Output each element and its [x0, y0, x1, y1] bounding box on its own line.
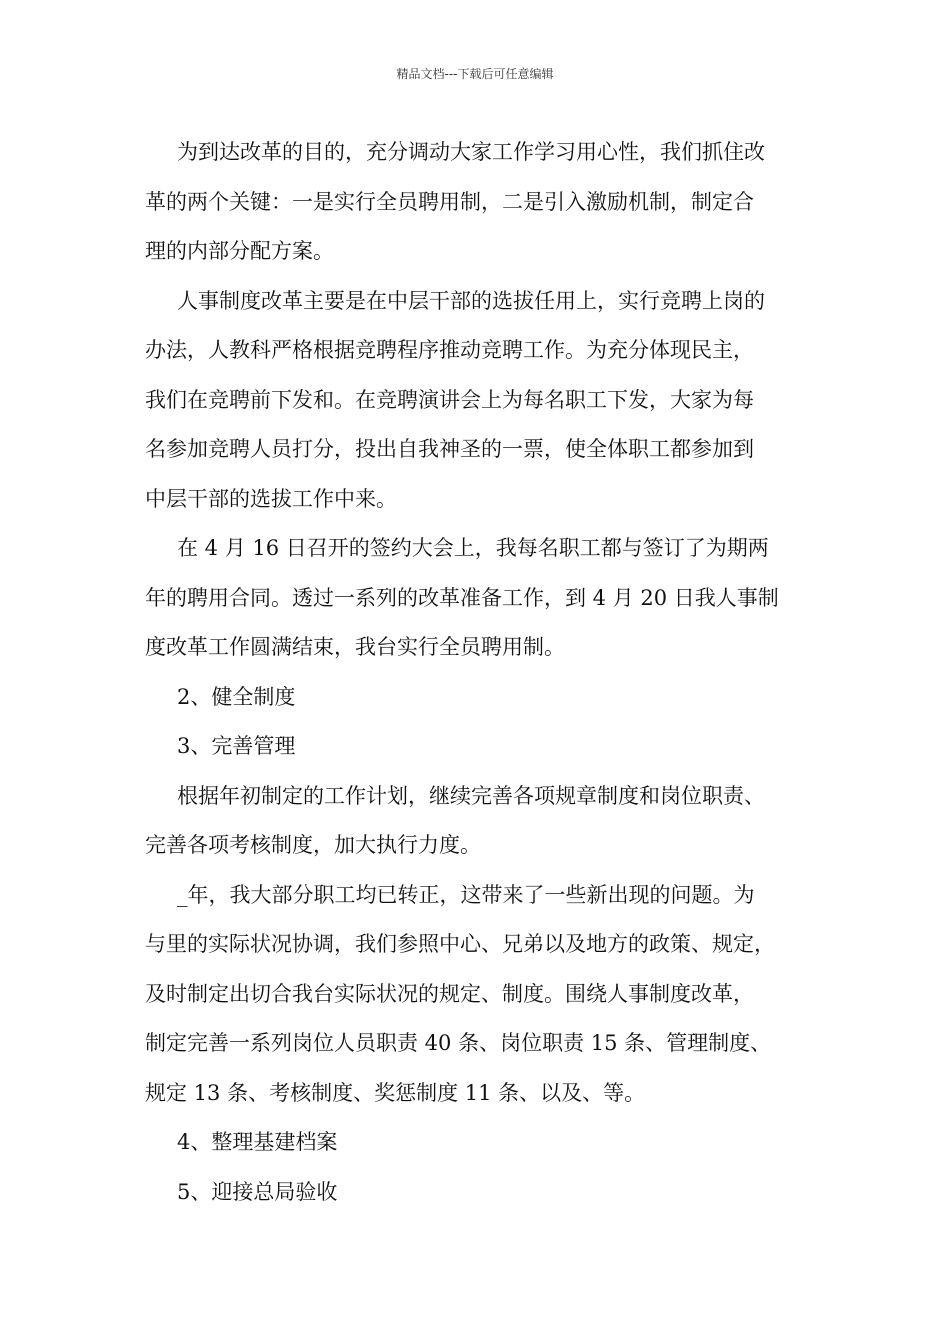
text-line: 4、整理基建档案: [177, 1130, 338, 1154]
text-line: 人事制度改革主要是在中层干部的选拔任用上，实行竞聘上岗的: [177, 288, 765, 313]
text-line: 革的两个关键：一是实行全员聘用制，二是引入激励机制，制定合: [145, 189, 754, 214]
text-line: 5、迎接总局验收: [177, 1179, 338, 1204]
text-line: 3、完善管理: [177, 734, 296, 758]
text-line: _年，我大部分职工均已转正，这带来了一些新出现的问题。为: [177, 882, 755, 907]
text-line: 根据年初制定的工作计划，继续完善各项规章制度和岗位职责、: [177, 783, 765, 808]
text-line: 规定 13 条、考核制度、奖惩制度 11 条、以及、等。: [145, 1080, 646, 1105]
document-body: [145, 128, 817, 1217]
text-line: 我们在竞聘前下发和。在竞聘演讲会上为每名职工下发，大家为每: [145, 387, 754, 412]
page-header: 精品文档---下载后可任意编辑: [396, 67, 554, 81]
text-line: 完善各项考核制度，加大执行力度。: [145, 833, 481, 857]
text-line: 度改革工作圆满结束，我台实行全员聘用制。: [145, 635, 565, 659]
text-line: 办法，人教科严格根据竞聘程序推动竞聘工作。为充分体现民主，: [145, 338, 754, 362]
text-line: 2、健全制度: [177, 684, 296, 709]
text-line: 为到达改革的目的，充分调动大家工作学习用心性，我们抓住改: [177, 140, 765, 164]
text-line: 与里的实际状况协调，我们参照中心、兄弟以及地方的政策、规定，: [145, 932, 775, 956]
text-line: 年的聘用合同。透过一系列的改革准备工作，到 4 月 20 日我人事制: [145, 585, 779, 610]
text-line: 理的内部分配方案。: [145, 239, 334, 263]
text-line: 名参加竞聘人员打分，投出自我神圣的一票，使全体职工都参加到: [145, 437, 754, 461]
text-line: 制定完善一系列岗位人员职责 40 条、岗位职责 15 条、管理制度、: [145, 1031, 772, 1055]
text-line: 在 4 月 16 日召开的签约大会上，我每名职工都与签订了为期两: [177, 536, 769, 560]
text-line: 及时制定出切合我台实际状况的规定、制度。围绕人事制度改革，: [145, 981, 754, 1006]
text-line: 中层干部的选拔工作中来。: [145, 486, 397, 511]
